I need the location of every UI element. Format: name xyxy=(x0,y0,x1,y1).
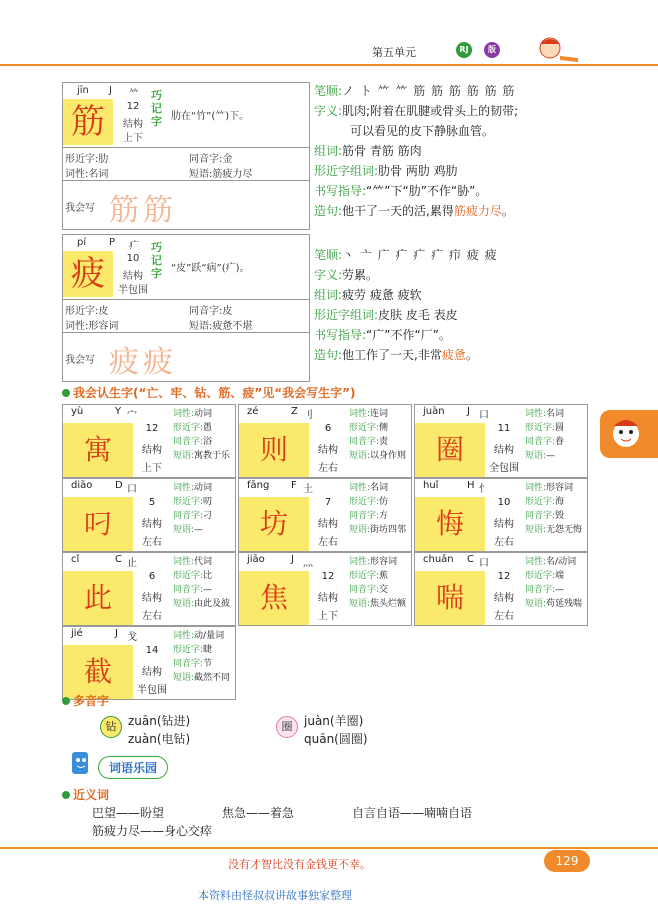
homophone-label: 同音字: xyxy=(349,511,380,521)
homophone: 同音字:皮 xyxy=(189,306,233,317)
homophone: 责 xyxy=(379,437,389,447)
pinyin: jīn xyxy=(77,85,89,96)
similar-words-label: 形近字组词: xyxy=(314,308,379,322)
homophone-label: 同音字: xyxy=(349,585,380,595)
recognize-card xyxy=(414,478,588,552)
big-character: 焦 xyxy=(239,571,309,625)
recognize-card xyxy=(414,404,588,478)
char-card-pi xyxy=(62,234,310,382)
similar-label: 形近字: xyxy=(525,571,556,581)
structure-label: 结构 xyxy=(123,119,143,130)
pos: 连词 xyxy=(370,409,389,419)
homophone-label: 同音字: xyxy=(173,511,204,521)
structure: 左右 xyxy=(494,537,514,548)
stroke-count: 12 xyxy=(126,101,140,112)
similar: 圆 xyxy=(555,423,565,433)
structure-label: 结构 xyxy=(142,667,162,678)
pinyin: pí xyxy=(77,237,87,248)
index-letter: Z xyxy=(291,406,298,417)
part-of-speech: 词性:名词 xyxy=(65,169,109,180)
sentence-label: 造句: xyxy=(314,348,343,362)
index-letter: J xyxy=(467,406,470,417)
stroke-count: 12 xyxy=(145,423,159,434)
write-label: 我会写 xyxy=(65,203,95,214)
big-character: 筋 xyxy=(63,99,113,145)
memory-tip-label: 巧记字 xyxy=(151,89,162,128)
poly-char: 钻 xyxy=(100,716,122,738)
structure-label: 结构 xyxy=(142,519,162,530)
footer-credit: 本资料由怪叔叔讲故事独家整理 xyxy=(198,889,352,902)
write-label: 我会写 xyxy=(65,355,95,366)
footer-rule xyxy=(0,847,658,849)
char-card-jin xyxy=(62,82,310,230)
stroke-count: 6 xyxy=(148,571,156,582)
writing-guide-label: 书写指导: xyxy=(314,328,367,342)
meaning-label: 字义: xyxy=(314,268,343,282)
sentence-end: 。 xyxy=(465,348,478,362)
big-character: 悔 xyxy=(415,497,485,551)
big-character: 则 xyxy=(239,423,309,477)
index-letter: P xyxy=(109,237,116,248)
pos-label: 词性: xyxy=(525,557,547,567)
pos-label: 词性: xyxy=(349,557,371,567)
recognize-card xyxy=(238,478,412,552)
synonym-2: 焦急——着急 xyxy=(222,806,295,820)
section-title-text: 我会认生字(“亡、牢、钻、筋、疲”见“我会写生字”) xyxy=(73,386,356,400)
index-letter: J xyxy=(291,554,294,565)
trace-characters: 疲疲 xyxy=(109,345,177,380)
stroke-count: 12 xyxy=(321,571,335,582)
header-rule xyxy=(0,64,658,66)
reading-1: zuān(钻进) xyxy=(128,714,191,728)
phrase-label: 短语: xyxy=(173,451,195,461)
index-letter: H xyxy=(467,480,475,491)
sentence: 他干了一天的活,累得 xyxy=(342,204,454,218)
pos: 名词 xyxy=(546,409,565,419)
section-synonym-title xyxy=(62,786,109,803)
radical: 口 xyxy=(479,558,489,569)
pos: 动词 xyxy=(194,483,213,493)
pos: 代词 xyxy=(194,557,213,567)
structure-label: 结构 xyxy=(494,519,514,530)
phrase-label: 短语: xyxy=(349,525,371,535)
stroke-count: 12 xyxy=(497,571,511,582)
pinyin: huǐ xyxy=(423,480,439,491)
section-title-text: 近义词 xyxy=(73,788,110,802)
phrase: 街坊四邻 xyxy=(370,525,407,535)
structure: 左右 xyxy=(318,537,338,548)
pinyin: jié xyxy=(71,628,83,639)
footer-motto: 没有才智比没有金钱更不幸。 xyxy=(228,858,371,871)
char-notes-pi xyxy=(314,246,614,366)
index-letter: F xyxy=(291,480,297,491)
pos-label: 词性: xyxy=(173,557,195,567)
structure-label: 结构 xyxy=(123,271,143,282)
similar-char: 形近字:肋 xyxy=(65,154,109,165)
radical: 土 xyxy=(303,484,313,495)
pos-label: 词性: xyxy=(173,409,195,419)
phrase: 无怨无悔 xyxy=(546,525,583,535)
similar: 海 xyxy=(555,497,565,507)
similar: 蕉 xyxy=(379,571,389,581)
similar-label: 形近字: xyxy=(525,497,556,507)
divider xyxy=(63,332,309,333)
index-letter: J xyxy=(109,85,112,96)
recognize-card xyxy=(414,552,588,626)
similar-words: 肋骨 两肋 鸡肋 xyxy=(378,164,458,178)
homophone: — xyxy=(555,585,565,595)
meaning-label: 字义: xyxy=(314,104,343,118)
section-polyphonic-title xyxy=(62,692,109,709)
pos: 名/动词 xyxy=(546,557,577,567)
structure: 半包围 xyxy=(137,685,167,696)
bullet-icon xyxy=(62,791,70,799)
mascot-face-icon xyxy=(606,414,646,454)
pos: 形容词 xyxy=(546,483,574,493)
synonym-1: 巴望——盼望 xyxy=(92,806,165,820)
sentence-label: 造句: xyxy=(314,204,343,218)
big-character: 喘 xyxy=(415,571,485,625)
divider xyxy=(63,180,309,181)
sentence: 他工作了一天,非常 xyxy=(342,348,442,362)
structure: 上下 xyxy=(142,463,162,474)
girl-mascot-icon xyxy=(520,34,580,64)
writing-guide: “广”不作“厂”。 xyxy=(366,328,451,342)
stroke-order-label: 笔顺: xyxy=(314,84,343,98)
phrase: 由此及彼 xyxy=(194,599,231,609)
structure: 上下 xyxy=(123,133,143,144)
structure-label: 结构 xyxy=(494,593,514,604)
similar: 端 xyxy=(555,571,565,581)
stroke-count: 10 xyxy=(126,253,140,264)
similar-label: 形近字: xyxy=(349,423,380,433)
homophone: 眷 xyxy=(555,437,565,447)
radical: ⺮ xyxy=(129,89,139,100)
similar-words: 皮肤 皮毛 表皮 xyxy=(378,308,458,322)
structure: 全包围 xyxy=(489,463,519,474)
homophone-label: 同音字: xyxy=(173,585,204,595)
radical: 止 xyxy=(127,558,137,569)
stroke-order-label: 笔顺: xyxy=(314,248,343,262)
banner-title: 词语乐园 xyxy=(98,756,168,779)
meaning: 肌肉;附着在肌腱或骨头上的韧带; xyxy=(342,104,519,118)
structure-label: 结构 xyxy=(318,593,338,604)
similar: 睫 xyxy=(203,645,213,655)
pos: 动/量词 xyxy=(194,631,225,641)
pos: 形容词 xyxy=(370,557,398,567)
phrase-label: 短语: xyxy=(173,525,195,535)
recognize-card xyxy=(62,626,236,700)
big-character: 截 xyxy=(63,645,133,699)
phrase: — xyxy=(546,451,556,461)
divider xyxy=(63,147,309,148)
memory-tip: 肋在“竹”(⺮)下。 xyxy=(171,111,250,122)
reading-1: juàn(羊圈) xyxy=(304,714,364,728)
similar: 仿 xyxy=(379,497,389,507)
edition-badge: 版 xyxy=(484,42,500,58)
radical: 宀 xyxy=(127,410,137,421)
side-tab xyxy=(600,410,658,458)
bullet-icon xyxy=(62,389,70,397)
structure-label: 结构 xyxy=(318,519,338,530)
recognize-card xyxy=(238,404,412,478)
pinyin: fāng xyxy=(247,480,270,491)
homophone-label: 同音字: xyxy=(173,659,204,669)
phrase: 以身作则 xyxy=(370,451,407,461)
char-notes-jin xyxy=(314,82,614,222)
radical: 疒 xyxy=(129,241,139,252)
pos-label: 词性: xyxy=(525,483,547,493)
phrase: 焦头烂额 xyxy=(370,599,407,609)
writing-guide: “⺮”下“肋”不作“胁”。 xyxy=(366,184,488,198)
homophone: 方 xyxy=(379,511,389,521)
words: 筋骨 青筋 筋肉 xyxy=(342,144,422,158)
words: 疲劳 疲惫 疲软 xyxy=(342,288,422,302)
phrase-label: 短语: xyxy=(173,673,195,683)
similar-label: 形近字: xyxy=(349,497,380,507)
phrase-label: 短语: xyxy=(525,525,547,535)
memory-tip-label: 巧记字 xyxy=(151,241,162,280)
poly-char: 圈 xyxy=(276,716,298,738)
part-of-speech: 词性:形容词 xyxy=(65,321,119,332)
homophone: 同音字:金 xyxy=(189,154,233,165)
pinyin: juàn xyxy=(423,406,445,417)
homophone: 浴 xyxy=(203,437,213,447)
structure: 左右 xyxy=(494,611,514,622)
structure-label: 结构 xyxy=(142,445,162,456)
phrase: 短语:筋疲力尽 xyxy=(189,169,253,180)
index-letter: Y xyxy=(115,406,122,417)
radical: 口 xyxy=(479,410,489,421)
unit-title: 第五单元 xyxy=(372,46,416,59)
pos: 名词 xyxy=(370,483,389,493)
big-character: 疲 xyxy=(63,251,113,297)
radical: 刂 xyxy=(303,410,313,421)
similar: 叨 xyxy=(203,497,213,507)
radical: 灬 xyxy=(303,558,313,569)
similar-label: 形近字: xyxy=(173,423,204,433)
synonym-3: 自言自语——喃喃自语 xyxy=(352,806,473,820)
homophone: 刁 xyxy=(203,511,213,521)
pos-label: 词性: xyxy=(349,483,371,493)
stroke-count: 10 xyxy=(497,497,511,508)
page-number: 129 xyxy=(544,850,590,872)
pos-label: 词性: xyxy=(349,409,371,419)
phrase-label: 短语: xyxy=(349,599,371,609)
meaning: 劳累。 xyxy=(342,268,379,282)
reading-2: zuàn(电钻) xyxy=(128,732,191,746)
pinyin: cǐ xyxy=(71,554,80,565)
stroke-count: 6 xyxy=(324,423,332,434)
index-letter: D xyxy=(115,480,123,491)
stroke-order: ノ ト ⺮ ⺮ 筋 筋 筋 筋 筋 筋 xyxy=(342,84,516,98)
trace-characters: 筋筋 xyxy=(109,193,177,228)
homophone-label: 同音字: xyxy=(525,585,556,595)
phrase: 寓教于乐 xyxy=(194,451,231,461)
pinyin: zé xyxy=(247,406,259,417)
structure: 半包围 xyxy=(118,285,148,296)
homophone: 毁 xyxy=(555,511,565,521)
reading-2: quān(圆圈) xyxy=(304,732,368,746)
structure: 左右 xyxy=(318,463,338,474)
index-letter: J xyxy=(115,628,118,639)
phrase: 苟延残喘 xyxy=(546,599,583,609)
pencil-mascot-icon xyxy=(66,748,96,778)
meaning-cont: 可以看见的皮下静脉血管。 xyxy=(350,124,495,138)
rj-badge: RJ xyxy=(456,42,472,58)
structure-label: 结构 xyxy=(494,445,514,456)
pos-label: 词性: xyxy=(173,483,195,493)
similar-label: 形近字: xyxy=(525,423,556,433)
words-label: 组词: xyxy=(314,144,343,158)
homophone-label: 同音字: xyxy=(173,437,204,447)
stroke-count: 14 xyxy=(145,645,159,656)
index-letter: C xyxy=(467,554,474,565)
big-character: 坊 xyxy=(239,497,309,551)
writing-guide-label: 书写指导: xyxy=(314,184,367,198)
similar: 愚 xyxy=(203,423,213,433)
homophone: — xyxy=(203,585,213,595)
radical: 忄 xyxy=(479,484,489,495)
phrase: 短语:疲惫不堪 xyxy=(189,321,253,332)
stroke-order: 丶 亠 广 疒 疒 疒 疖 疲 疲 xyxy=(342,248,498,262)
big-character: 圈 xyxy=(415,423,485,477)
pinyin: diāo xyxy=(71,480,93,491)
similar: 侧 xyxy=(379,423,389,433)
synonym-4: 筋疲力尽——身心交瘁 xyxy=(92,824,213,838)
sentence-highlight: 疲惫 xyxy=(441,348,466,362)
sentence-end: 。 xyxy=(501,204,514,218)
pos-label: 词性: xyxy=(173,631,195,641)
divider xyxy=(63,299,309,300)
big-character: 寓 xyxy=(63,423,133,477)
homophone-label: 同音字: xyxy=(349,437,380,447)
page-header xyxy=(0,0,658,66)
phrase: 截然不同 xyxy=(194,673,231,683)
recognize-card xyxy=(62,404,236,478)
pinyin: chuǎn xyxy=(423,554,454,565)
structure: 左右 xyxy=(142,611,162,622)
big-character: 叼 xyxy=(63,497,133,551)
phrase-label: 短语: xyxy=(173,599,195,609)
phrase-label: 短语: xyxy=(525,451,547,461)
index-letter: C xyxy=(115,554,122,565)
memory-tip: “皮”跃“病”(疒)。 xyxy=(171,263,250,274)
stroke-count: 5 xyxy=(148,497,156,508)
structure: 左右 xyxy=(142,537,162,548)
pinyin: yù xyxy=(71,406,84,417)
recognize-card xyxy=(62,478,236,552)
big-character: 此 xyxy=(63,571,133,625)
pinyin: jiāo xyxy=(247,554,265,565)
similar-words-label: 形近字组词: xyxy=(314,164,379,178)
recognize-card xyxy=(62,552,236,626)
recognize-card xyxy=(238,552,412,626)
phrase-label: 短语: xyxy=(349,451,371,461)
similar: 比 xyxy=(203,571,213,581)
similar-label: 形近字: xyxy=(173,571,204,581)
structure-label: 结构 xyxy=(318,445,338,456)
stroke-count: 11 xyxy=(497,423,511,434)
similar-label: 形近字: xyxy=(173,645,204,655)
structure-label: 结构 xyxy=(142,593,162,604)
bullet-icon xyxy=(62,697,70,705)
stroke-count: 7 xyxy=(324,497,332,508)
homophone-label: 同音字: xyxy=(525,437,556,447)
words-label: 组词: xyxy=(314,288,343,302)
pos-label: 词性: xyxy=(525,409,547,419)
similar-char: 形近字:皮 xyxy=(65,306,109,317)
radical: 口 xyxy=(127,484,137,495)
pos: 动词 xyxy=(194,409,213,419)
section-title-text: 多音字 xyxy=(73,694,110,708)
phrase: — xyxy=(194,525,204,535)
section-recognize-title xyxy=(62,384,356,401)
similar-label: 形近字: xyxy=(349,571,380,581)
similar-label: 形近字: xyxy=(173,497,204,507)
sentence-highlight: 筋疲力尽 xyxy=(453,204,502,218)
radical: 戈 xyxy=(127,632,137,643)
homophone: 交 xyxy=(379,585,389,595)
homophone: 节 xyxy=(203,659,213,669)
phrase-label: 短语: xyxy=(525,599,547,609)
homophone-label: 同音字: xyxy=(525,511,556,521)
structure: 上下 xyxy=(318,611,338,622)
